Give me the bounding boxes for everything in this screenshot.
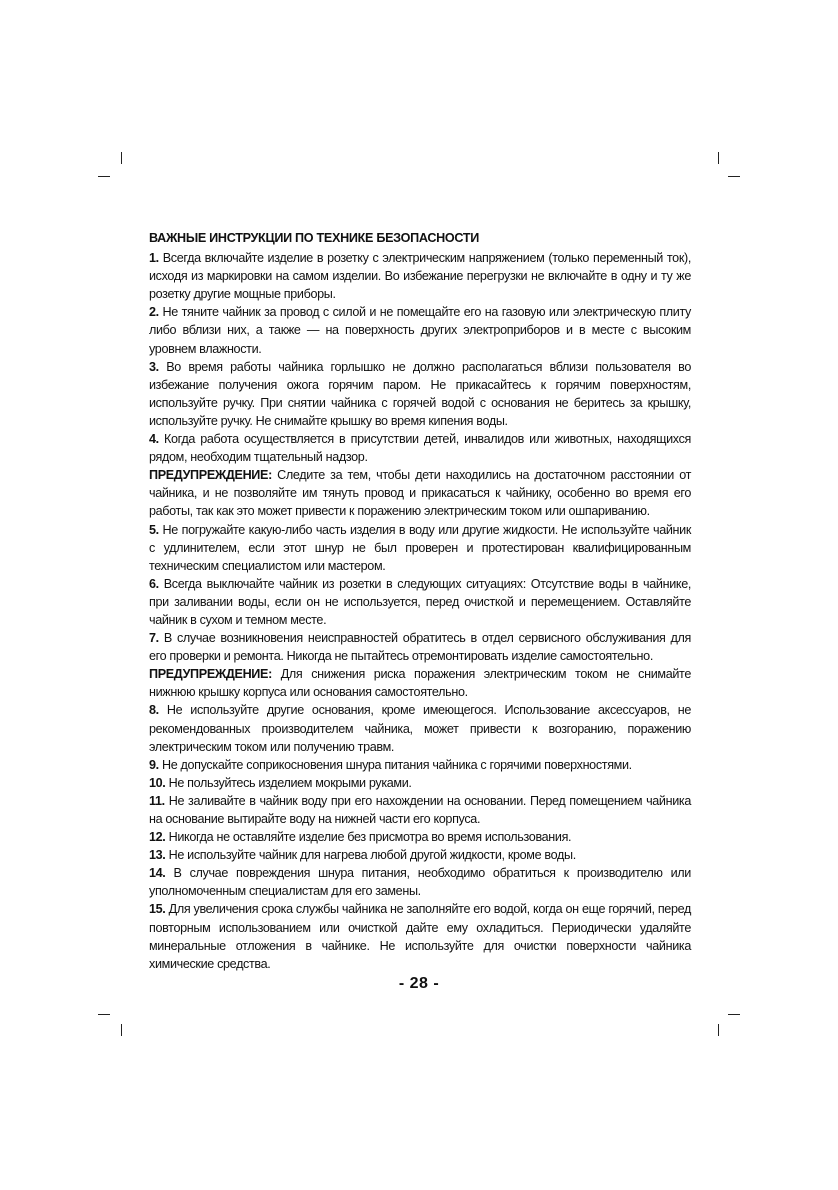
item-number: 5. xyxy=(149,522,159,537)
item-text: В случае повреждения шнура питания, необходимо обратиться к производителю или уполномоченным специалистам для его замены. xyxy=(149,866,691,899)
item-number: 9. xyxy=(149,757,159,772)
instructions-content xyxy=(149,229,691,973)
item-number: 3. xyxy=(149,359,159,374)
item-text: В случае возникновения неисправностей обратитесь в отдел сервисного обслуживания для его проверки и ремонта. Никогда не пытайтесь отремонтировать изделие самостоятельно. xyxy=(149,631,691,664)
crop-mark-top-left-vertical xyxy=(121,152,122,164)
item-number: 6. xyxy=(149,576,159,591)
warning-text: Следите за тем, чтобы дети находились на достаточном расстоянии от чайника, и не позволяйте им тянуть провод и прикасаться к чайнику, особенно во время его работы, так как это может привести к поражению электрическим током или ошпариванию. xyxy=(149,468,691,519)
instruction-item-5 xyxy=(149,521,691,575)
instruction-item-10 xyxy=(149,774,691,792)
instruction-item-2 xyxy=(149,303,691,357)
warning-text: Для снижения риска поражения электрическим током не снимайте нижнюю крышку корпуса или основания самостоятельно. xyxy=(149,667,691,700)
item-number: 4. xyxy=(149,432,159,447)
page-number: - 28 - xyxy=(398,975,440,992)
warning-label: ПРЕДУПРЕЖДЕНИЕ: xyxy=(149,667,272,682)
item-number: 2. xyxy=(149,305,159,320)
instruction-item-3 xyxy=(149,358,691,430)
warning-label: ПРЕДУПРЕЖДЕНИЕ: xyxy=(149,468,272,483)
instruction-item-7 xyxy=(149,629,691,665)
item-number: 8. xyxy=(149,703,159,718)
item-number: 14. xyxy=(149,866,166,881)
instruction-item-15 xyxy=(149,900,691,972)
item-text: Когда работа осуществляется в присутствии детей, инвалидов или животных, находящихся рядом, необходим тщательный надзор. xyxy=(149,432,691,465)
warning-paragraph xyxy=(149,665,691,701)
crop-mark-top-right-horizontal xyxy=(728,176,740,177)
item-text: Во время работы чайника горлышко не должно располагаться вблизи пользователя во избежание получения ожога горячим паром. Не прикасайтесь к горячим поверхностям, используйте ручку. При снятии чайника с горячей водой с основания не беритесь за крышку, используйте ручку. Не снимайте крышку во время кипения воды. xyxy=(149,359,691,428)
item-text: Не используйте другие основания, кроме имеющегося. Использование аксессуаров, не рекомендованных производителем чайника, может привести к возгоранию, поражению электрическим током или получению травм. xyxy=(149,703,691,754)
instruction-item-8 xyxy=(149,701,691,755)
item-number: 12. xyxy=(149,830,166,845)
item-text: Всегда включайте изделие в розетку с электрическим напряжением (только переменный ток), исходя из маркировки на самом изделии. Во избежание перегрузки не включайте в одну и ту же розетку другие мощные приборы. xyxy=(149,251,691,302)
instruction-item-9 xyxy=(149,756,691,774)
instruction-item-1 xyxy=(149,249,691,303)
crop-mark-bottom-right-horizontal xyxy=(728,1014,740,1015)
instruction-item-4 xyxy=(149,430,691,466)
page-title: ВАЖНЫЕ ИНСТРУКЦИИ ПО ТЕХНИКЕ БЕЗОПАСНОСТИ xyxy=(149,231,480,245)
item-text: Не пользуйтесь изделием мокрыми руками. xyxy=(165,775,412,790)
instruction-item-6 xyxy=(149,575,691,629)
instruction-item-13 xyxy=(149,846,691,864)
warning-paragraph xyxy=(149,466,691,520)
crop-mark-top-right-vertical xyxy=(718,152,719,164)
instruction-item-14 xyxy=(149,864,691,900)
item-number: 10. xyxy=(149,775,166,790)
item-number: 1. xyxy=(149,251,159,266)
item-number: 13. xyxy=(149,848,166,863)
item-number: 7. xyxy=(149,631,159,646)
crop-mark-bottom-left-horizontal xyxy=(98,1014,110,1015)
crop-mark-top-left-horizontal xyxy=(98,176,110,177)
item-text: Не допускайте соприкосновения шнура питания чайника с горячими поверхностями. xyxy=(158,757,632,772)
item-number: 15. xyxy=(149,902,166,917)
item-text: Никогда не оставляйте изделие без присмотра во время использования. xyxy=(165,830,572,845)
item-text: Всегда выключайте чайник из розетки в следующих ситуациях: Отсутствие воды в чайнике, при заливании воды, если он не используется, перед очисткой и перемещением. Оставляйте чайник в сухом и темном месте. xyxy=(149,576,691,627)
item-number: 11. xyxy=(149,793,165,808)
crop-mark-bottom-right-vertical xyxy=(718,1024,719,1036)
item-text: Для увеличения срока службы чайника не заполняйте его водой, когда он еще горячий, перед повторным использованием или очисткой дайте ему охладиться. Периодически удаляйте минеральные отложения в чайнике. Не используйте для очистки поверхности чайника химические средства. xyxy=(149,902,691,971)
instruction-item-11 xyxy=(149,792,691,828)
item-text: Не используйте чайник для нагрева любой другой жидкости, кроме воды. xyxy=(165,848,576,863)
instruction-item-12 xyxy=(149,828,691,846)
item-text: Не тяните чайник за провод с силой и не помещайте его на газовую или электрическую плиту либо вблизи них, а также — на поверхность других электроприборов и в месте с высоким уровнем влажности. xyxy=(149,305,691,356)
item-text: Не погружайте какую-либо часть изделия в воду или другие жидкости. Не используйте чайник с удлинителем, если этот шнур не был проверен и протестирован квалифицированным техническим специалистом или мастером. xyxy=(149,522,691,573)
item-text: Не заливайте в чайник воду при его нахождении на основании. Перед помещением чайника на основание вытирайте воду на нижней части его корпуса. xyxy=(149,793,691,826)
crop-mark-bottom-left-vertical xyxy=(121,1024,122,1036)
